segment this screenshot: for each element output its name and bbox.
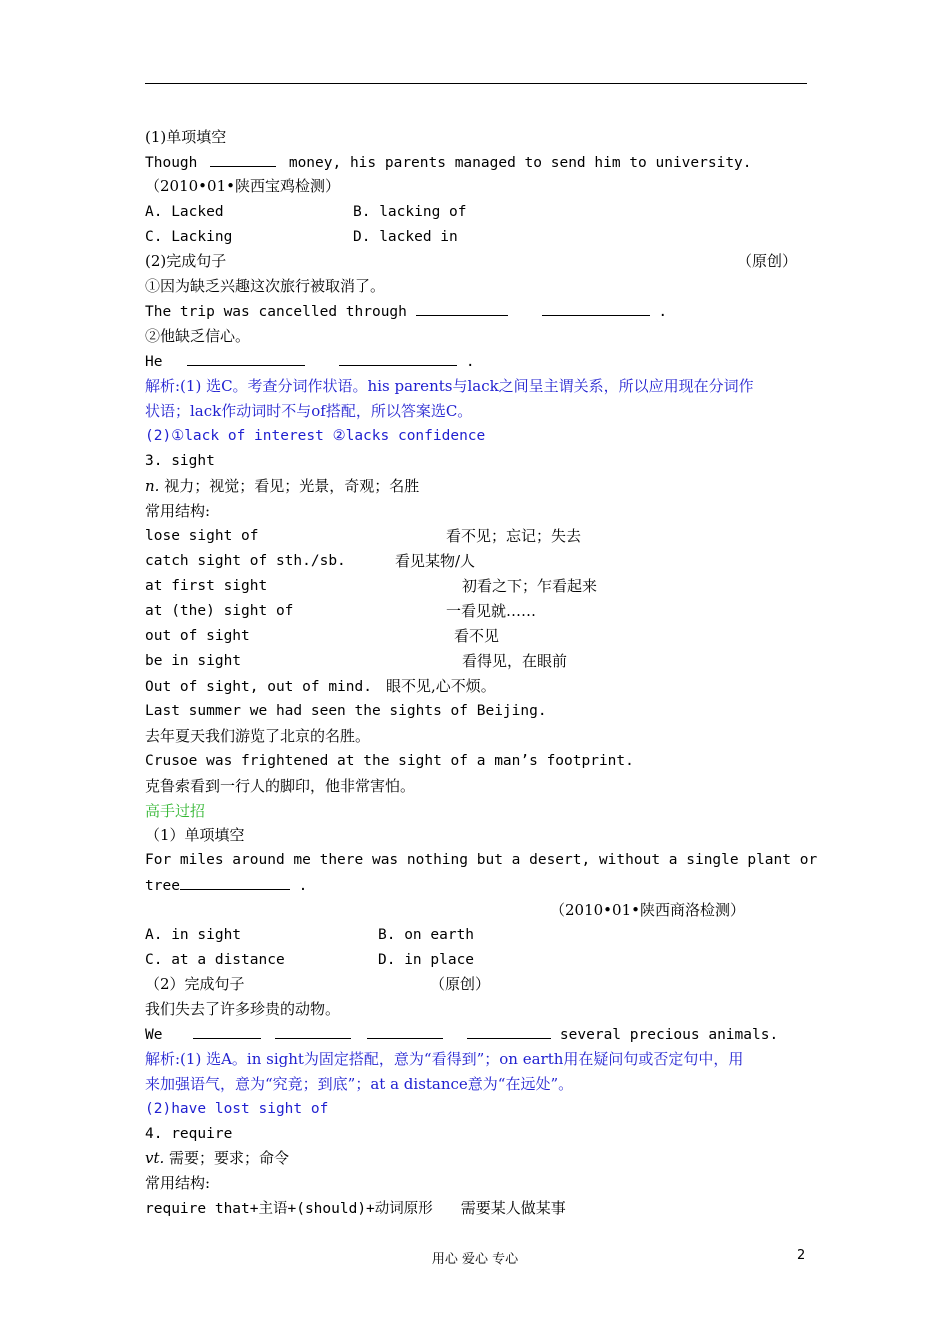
example1-cn: 去年夏天我们游览了北京的名胜。	[145, 727, 371, 745]
option-d: D. in place	[378, 952, 475, 968]
phrase-row: at first sight 初看之下；乍看起来	[145, 577, 598, 595]
example2-cn: 克鲁索看到一行人的脚印，他非常害怕。	[145, 777, 416, 795]
section3-struct-title: 常用结构:	[145, 502, 211, 520]
q1-options-row2	[145, 227, 807, 247]
s3-q2-title: （2）完成句子	[145, 975, 245, 993]
phrase-row: out of sight 看不见	[145, 627, 500, 645]
answer-blank	[187, 351, 305, 366]
option-a: A. Lacked	[145, 204, 224, 220]
q1-options-row1	[145, 202, 807, 222]
q1-source: （2010•01•陕西宝鸡检测）	[145, 177, 340, 195]
section4-definition: vt. 需要；要求；命令	[145, 1149, 290, 1167]
s3-q1-options-row2	[145, 950, 807, 970]
q2-title-row	[145, 251, 807, 271]
s3-q1-source: （2010•01•陕西商洛检测）	[550, 901, 745, 919]
answer-explanation-line3: (2)①lack of interest ②lacks confidence	[145, 428, 486, 444]
example2-en: Crusoe was frightened at the sight of a man’s footprint.	[145, 753, 634, 769]
s3-q1-source-row	[145, 900, 807, 920]
answer-blank	[542, 301, 650, 316]
option-b: B. lacking of	[353, 204, 467, 220]
section4-phrase: require that+主语+(should)+动词原形 需要某人做某事	[145, 1199, 566, 1217]
proverb: Out of sight, out of mind. 眼不见,心不烦。	[145, 677, 496, 695]
s3-q1-stem-line1: For miles around me there was nothing but a desert, without a single plant or	[145, 852, 818, 868]
answer-blank	[193, 1024, 261, 1039]
option-b: B. on earth	[378, 927, 475, 943]
s3-q1-options-row1	[145, 925, 807, 945]
q1-stem: Though money, his parents managed to send him to university.	[145, 152, 752, 173]
master-heading: 高手过招	[145, 802, 206, 820]
page-number: 2	[797, 1248, 806, 1263]
answer-blank	[416, 301, 508, 316]
footer-text: 用心 爱心 专心	[431, 1252, 519, 1267]
s3-q2-cn: 我们失去了许多珍贵的动物。	[145, 1000, 341, 1018]
s3-q1-title: （1）单项填空	[145, 826, 245, 844]
header-rule	[145, 83, 807, 84]
section3-definition: n. 视力；视觉；看见；光景，奇观；名胜	[145, 477, 420, 495]
option-d: D. lacked in	[353, 229, 458, 245]
answer-blank	[275, 1024, 351, 1039]
s3-q1-stem-line2: tree .	[145, 875, 307, 896]
section4-heading: 4. require	[145, 1126, 233, 1142]
sentence1-cn: ①因为缺乏兴趣这次旅行被取消了。	[145, 277, 386, 295]
option-c: C. Lacking	[145, 229, 233, 245]
answer-blank	[339, 351, 457, 366]
phrase-row: lose sight of 看不见；忘记；失去	[145, 527, 582, 545]
s3-answer-line2: 来加强语气，意为“究竟；到底”；at a distance意为“在远处”。	[145, 1075, 574, 1093]
option-a: A. in sight	[145, 927, 242, 943]
answer-blank	[367, 1024, 443, 1039]
option-c: C. at a distance	[145, 952, 285, 968]
sentence2-en: He .	[145, 351, 475, 372]
sentence2-cn: ②他缺乏信心。	[145, 327, 251, 345]
phrase-row: at (the) sight of 一看见就……	[145, 602, 537, 620]
answer-blank	[180, 875, 290, 890]
section3-heading: 3. sight	[145, 453, 215, 469]
s3-answer-line1: 解析:(1) 选A。in sight为固定搭配，意为“看得到”；on earth用在疑问句或否定句中，用	[145, 1050, 744, 1068]
q2-tag: （原创）	[737, 252, 798, 270]
answer-explanation-line2: 状语；lack作动词时不与of搭配，所以答案选C。	[145, 402, 473, 420]
s3-q2-en: We several precious animals.	[145, 1024, 778, 1045]
s3-q2-title-row	[145, 974, 807, 994]
s3-q2-tag: （原创）	[430, 975, 491, 993]
phrase-row: be in sight 看得见，在眼前	[145, 652, 568, 670]
s3-answer-line3: (2)have lost sight of	[145, 1101, 329, 1117]
q1-title: (1)单项填空	[145, 128, 227, 146]
sentence1-en: The trip was cancelled through .	[145, 301, 667, 322]
answer-blank	[210, 152, 276, 167]
q2-title: (2)完成句子	[145, 252, 227, 270]
answer-blank	[467, 1024, 551, 1039]
section4-struct-title: 常用结构:	[145, 1174, 211, 1192]
example1-en: Last summer we had seen the sights of Beijing.	[145, 703, 547, 719]
phrase-row: catch sight of sth./sb. 看见某物/人	[145, 552, 476, 570]
answer-explanation-line1: 解析:(1) 选C。考查分词作状语。his parents与lack之间呈主谓关系，所以应用现在分词作	[145, 377, 754, 395]
